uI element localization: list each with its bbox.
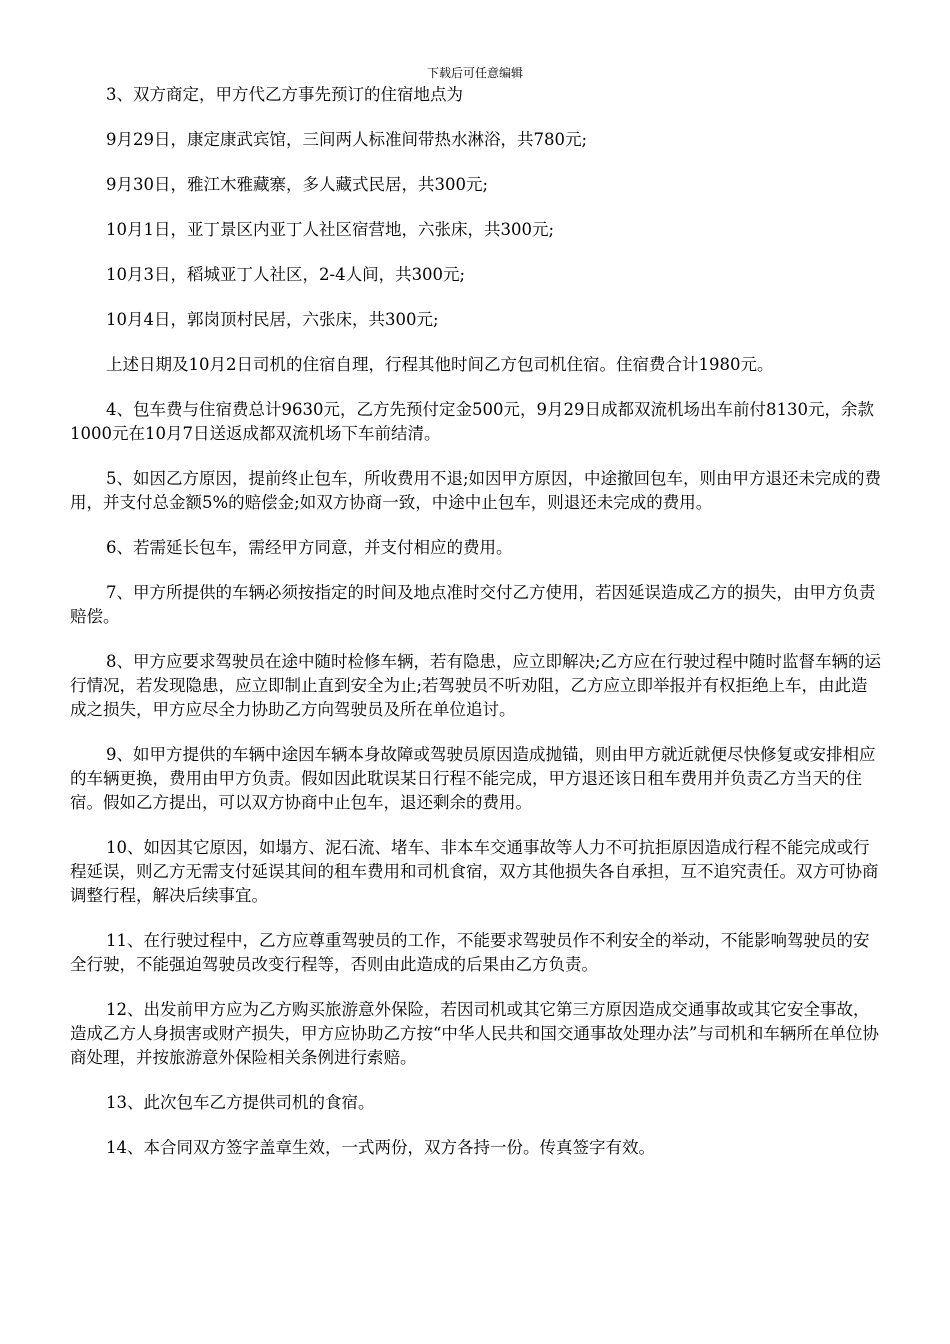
- clause-12: 12、出发前甲方应为乙方购买旅游意外保险，若因司机或其它第三方原因造成交通事故或其它安全事故，造成乙方人身损害或财产损失，甲方应协助乙方按“中华人民共和国交通事故处理办法”与司机和车辆所在单位协商处理，并按旅游意外保险相关条例进行索赔。: [70, 1000, 879, 1067]
- clause-5: 5、如因乙方原因，提前终止包车，所收费用不退;如因甲方原因，中途撤回包车，则由甲方退还未完成的费用，并支付总金额5%的赔偿金;如双方协商一致，中途中止包车，则退还未完成的费用。: [70, 469, 882, 512]
- clause-8: 8、甲方应要求驾驶员在途中随时检修车辆，若有隐患，应立即解决;乙方应在行驶过程中随时监督车辆的运行情况，若发现隐患，应立即制止直到安全为止;若驾驶员不听劝阻，乙方应立即举报并有权拒绝上车，由此造成之损失，甲方应尽全力协助乙方向驾驶员及所在单位追讨。: [70, 652, 882, 719]
- document-body: [70, 83, 882, 1160]
- clause-7: 7、甲方所提供的车辆必须按指定的时间及地点准时交付乙方使用，若因延误造成乙方的损失，由甲方负责赔偿。: [70, 583, 876, 626]
- clause-9: 9、如甲方提供的车辆中途因车辆本身故障或驾驶员原因造成抛锚，则由甲方就近就便尽快修复或安排相应的车辆更换，费用由甲方负责。假如因此耽误某日行程不能完成，甲方退还该日租车费用并负责乙方当天的住宿。假如乙方提出，可以双方协商中止包车，退还剩余的费用。: [70, 745, 876, 812]
- clause-4: 4、包车费与住宿费总计9630元，乙方先预付定金500元，9月29日成都双流机场出车前付8130元，余款1000元在10月7日送返成都双流机场下车前结清。: [70, 400, 874, 443]
- lodging-oct-4: 10月4日，郭岗顶村民居，六张床，共300元;: [106, 310, 439, 329]
- header-note: 下载后可任意编辑: [426, 66, 523, 80]
- clause-13: 13、此次包车乙方提供司机的食宿。: [106, 1093, 375, 1112]
- clause-6: 6、若需延长包车，需经甲方同意，并支付相应的费用。: [106, 538, 513, 557]
- clause-11: 11、在行驶过程中，乙方应尊重驾驶员的工作，不能要求驾驶员作不利安全的举动，不能影响驾驶员的安全行驶，不能强迫驾驶员改变行程等，否则由此造成的后果由乙方负责。: [70, 931, 870, 974]
- lodging-sep-29: 9月29日，康定康武宾馆，三间两人标准间带热水淋浴，共780元;: [106, 130, 588, 149]
- lodging-summary: 上述日期及10月2日司机的住宿自理，行程其他时间乙方包司机住宿。住宿费合计1980元。: [106, 355, 774, 374]
- lodging-oct-3: 10月3日，稻城亚丁人社区，2-4人间，共300元;: [106, 265, 466, 284]
- lodging-oct-1: 10月1日，亚丁景区内亚丁人社区宿营地，六张床，共300元;: [106, 220, 555, 239]
- clause-10: 10、如因其它原因，如塌方、泥石流、堵车、非本车交通事故等人力不可抗拒原因造成行程不能完成或行程延误，则乙方无需支付延误其间的租车费用和司机食宿，双方其他损失各自承担，互不追究责任。双方可协商调整行程，解决后续事宜。: [70, 838, 879, 905]
- lodging-sep-30: 9月30日，雅江木雅藏寨，多人藏式民居，共300元;: [106, 175, 489, 194]
- clause-14: 14、本合同双方签字盖章生效，一式两份，双方各持一份。传真签字有效。: [106, 1138, 655, 1157]
- clause-3-intro: 3、双方商定，甲方代乙方事先预订的住宿地点为: [106, 85, 463, 104]
